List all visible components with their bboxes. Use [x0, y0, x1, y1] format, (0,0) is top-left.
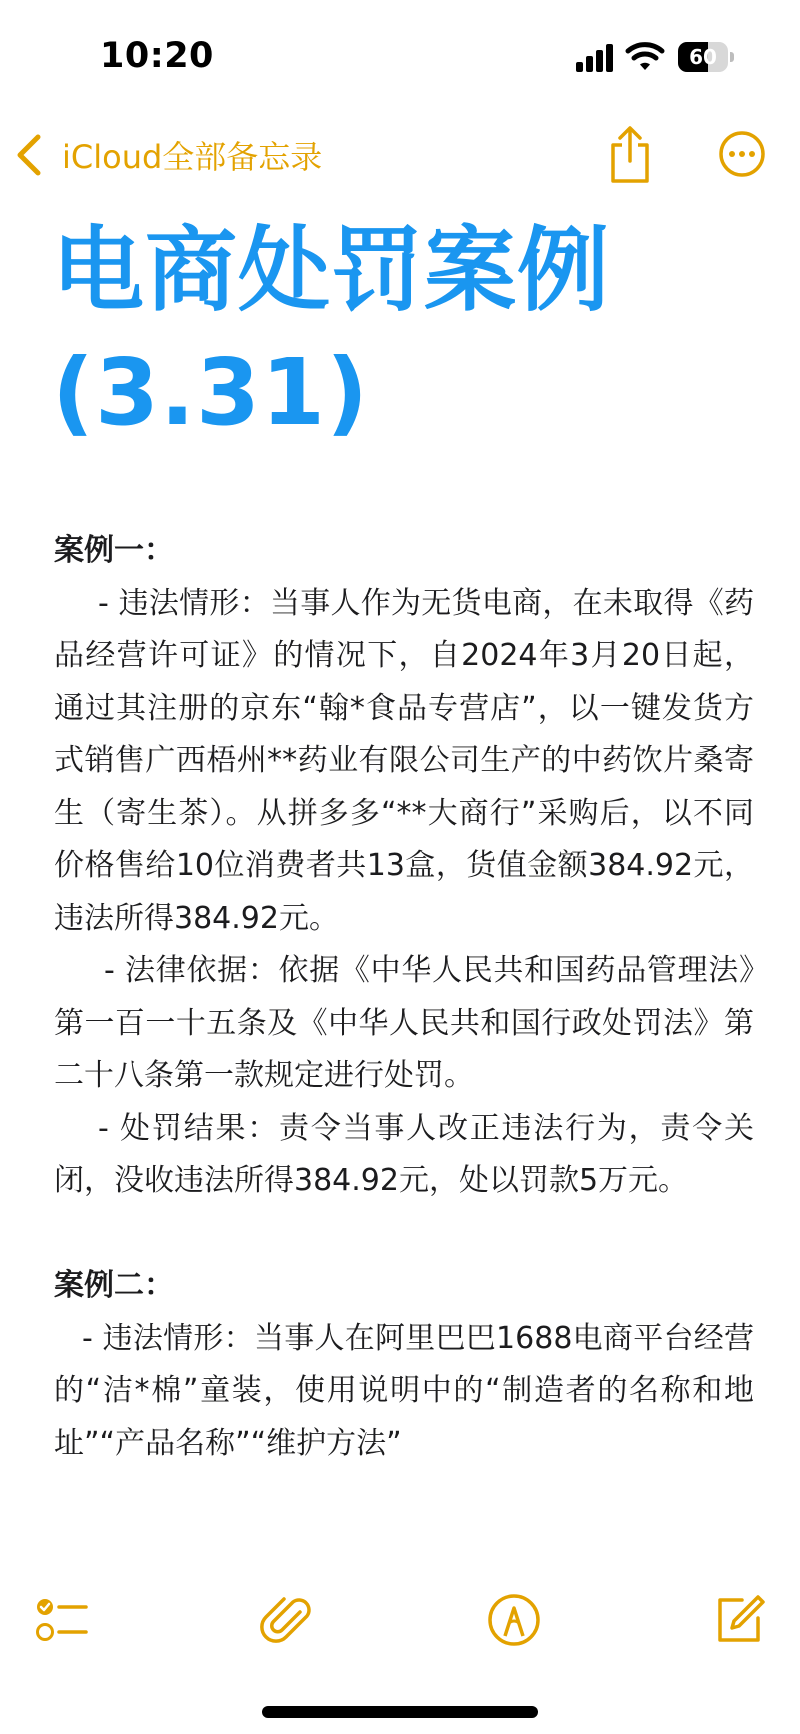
back-button[interactable] — [14, 125, 322, 185]
note-body[interactable] — [54, 525, 754, 1470]
bottom-toolbar — [0, 1560, 800, 1680]
chevron-left-icon — [14, 133, 44, 177]
home-indicator[interactable] — [262, 1706, 538, 1718]
share-icon[interactable] — [606, 125, 654, 185]
markup-icon[interactable] — [486, 1592, 542, 1648]
case-1-legal-basis: - 法律依据：依据《中华人民共和国药品管理法》第一百一十五条及《中华人民共和国行政处罚法》第二十八条第一款规定进行处罚。 — [54, 953, 754, 1093]
status-bar — [0, 0, 800, 110]
case-1-violation: - 违法情形：当事人作为无货电商，在未取得《药品经营许可证》的情况下，自2024年3月20日起，通过其注册的京东“翰*食品专营店”，以一键发货方式销售广西梧州**药业有限公司生产的中药饮片桑寄生（寄生茶）。从拼多多“**大商行”采购后，以不同价格售给10位消费者共13盒，货值金额384.92元，违法所得384.92元。 — [54, 585, 754, 936]
case-2-violation: - 违法情形：当事人在阿里巴巴1688电商平台经营的“洁*棉”童装，使用说明中的“制造者的名称和地址”“产品名称”“维护方法” — [54, 1320, 754, 1461]
case-1-heading: 案例一： — [54, 533, 174, 568]
battery-level: 60 — [689, 45, 717, 69]
case-2-heading: 案例二： — [54, 1268, 174, 1303]
attachment-icon[interactable] — [260, 1592, 316, 1648]
cellular-signal-icon — [575, 44, 615, 72]
back-label: iCloud全部备忘录 — [62, 138, 323, 176]
battery-icon — [678, 42, 734, 72]
compose-icon[interactable] — [712, 1592, 768, 1648]
more-icon[interactable] — [718, 130, 766, 178]
wifi-icon — [625, 40, 665, 72]
note-title[interactable]: 电商处罚案例(3.31) — [52, 217, 611, 446]
navigation-bar — [0, 115, 800, 195]
blank-line — [54, 1208, 754, 1261]
checklist-icon[interactable] — [34, 1592, 90, 1648]
status-time: 10:20 — [100, 36, 214, 76]
case-1-penalty: - 处罚结果：责令当事人改正违法行为，责令关闭，没收违法所得384.92元，处以罚款5万元。 — [54, 1110, 754, 1198]
